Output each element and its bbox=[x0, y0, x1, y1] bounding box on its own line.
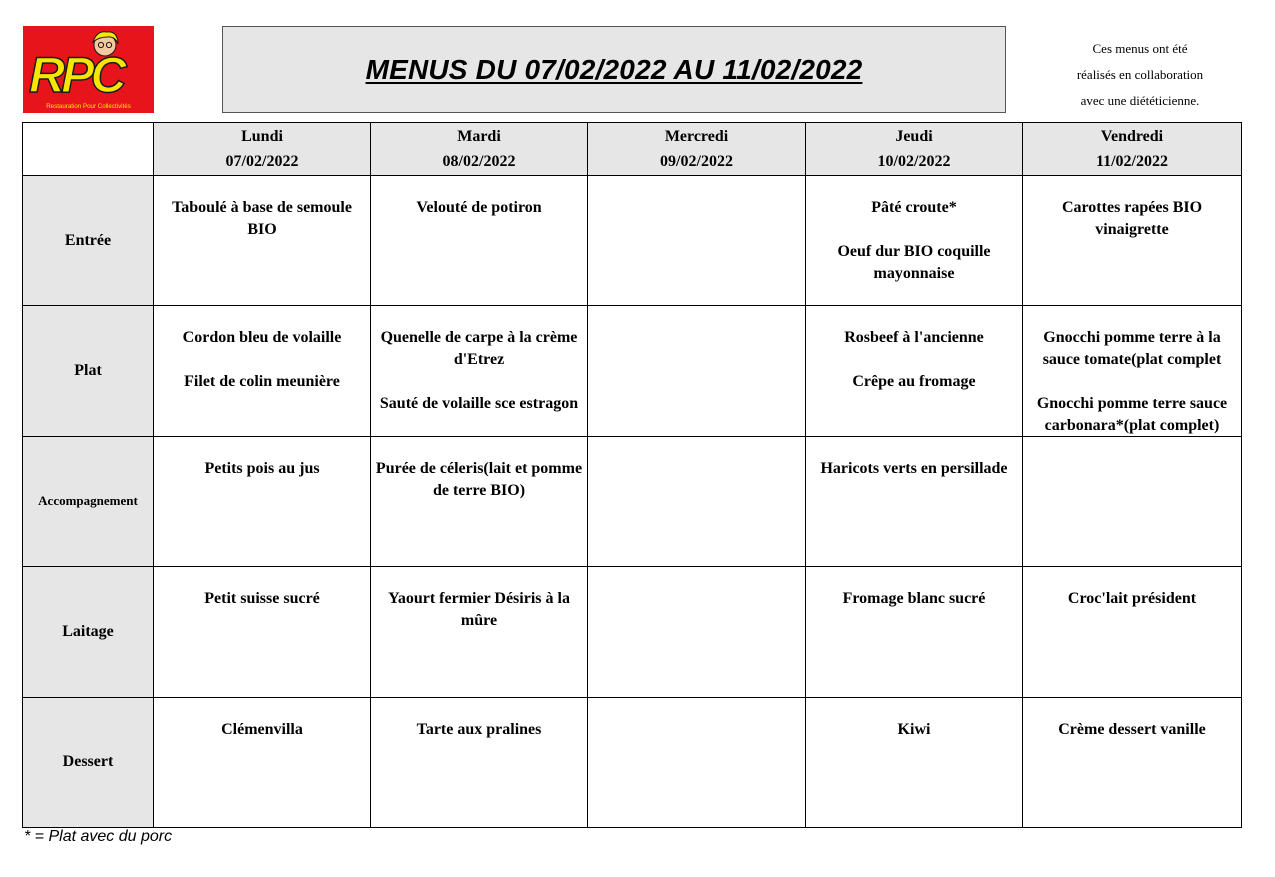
page-title: MENUS DU 07/02/2022 AU 11/02/2022 bbox=[365, 53, 863, 85]
menu-row bbox=[23, 697, 1242, 827]
footnote: * = Plat avec du porc bbox=[24, 828, 173, 845]
day-header bbox=[154, 123, 371, 176]
dietitian-note bbox=[1040, 36, 1240, 114]
menu-cell bbox=[588, 436, 806, 566]
menu-item: Rosbeef à l'ancienne bbox=[844, 329, 984, 347]
day-name: Lundi bbox=[241, 128, 283, 145]
menu-cell bbox=[806, 176, 1023, 306]
day-date: 11/02/2022 bbox=[1095, 153, 1168, 170]
menu-cell bbox=[1023, 567, 1242, 697]
day-header bbox=[588, 123, 806, 176]
header-row bbox=[23, 123, 1242, 176]
menu-item: Crème dessert vanille bbox=[1058, 720, 1206, 738]
svg-text:RPC: RPC bbox=[29, 47, 123, 103]
logo-subtitle: Restauration Pour Collectivités bbox=[46, 103, 131, 110]
menu-cell bbox=[1023, 697, 1242, 827]
menu-item: Haricots verts en persillade bbox=[820, 459, 1008, 477]
menu-cell bbox=[154, 436, 371, 566]
menu-cell bbox=[371, 697, 588, 827]
menu-row bbox=[23, 306, 1242, 436]
menu-cell bbox=[154, 176, 371, 306]
menu-cell bbox=[806, 436, 1023, 566]
menu-row bbox=[23, 567, 1242, 697]
menu-item: Gnocchi pomme terre à la sauce tomate(plat complet bbox=[1042, 329, 1222, 369]
menu-cell bbox=[371, 567, 588, 697]
note-line: Ces menus ont été bbox=[1092, 41, 1188, 56]
course-label: Accompagnement bbox=[23, 436, 154, 566]
day-date: 10/02/2022 bbox=[877, 153, 951, 170]
day-header bbox=[806, 123, 1023, 176]
rpc-logo-graphic bbox=[23, 26, 154, 113]
menu-item: Cordon bleu de volaille bbox=[182, 329, 342, 347]
menu-table bbox=[22, 122, 1242, 828]
menu-item: Quenelle de carpe à la crème d'Etrez bbox=[380, 329, 578, 369]
menu-cell bbox=[806, 697, 1023, 827]
corner-cell bbox=[23, 123, 154, 176]
menu-item: Yaourt fermier Désiris à la mûre bbox=[388, 590, 570, 630]
day-date: 07/02/2022 bbox=[225, 153, 299, 170]
menu-cell bbox=[588, 306, 806, 436]
menu-item: Croc'lait président bbox=[1067, 590, 1197, 608]
menu-item: Petits pois au jus bbox=[204, 459, 320, 477]
day-date: 09/02/2022 bbox=[660, 153, 733, 170]
course-label: Laitage bbox=[23, 567, 154, 697]
day-header bbox=[371, 123, 588, 176]
menu-cell bbox=[154, 306, 371, 436]
rpc-logo bbox=[23, 26, 154, 113]
menu-cell bbox=[806, 567, 1023, 697]
note-line: réalisés en collaboration bbox=[1076, 67, 1204, 82]
menu-cell bbox=[371, 176, 588, 306]
menu-cell bbox=[1023, 436, 1242, 566]
menu-item: Taboulé à base de semoule BIO bbox=[172, 199, 352, 238]
menu-item: Velouté de potiron bbox=[416, 199, 542, 216]
day-date: 08/02/2022 bbox=[442, 153, 516, 170]
menu-item: Gnocchi pomme terre sauce carbonara*(plat complet) bbox=[1036, 395, 1228, 435]
menu-item: Kiwi bbox=[897, 720, 931, 738]
menu-cell bbox=[154, 567, 371, 697]
day-name: Jeudi bbox=[895, 128, 933, 145]
menu-cell bbox=[588, 697, 806, 827]
title-banner bbox=[222, 26, 1006, 113]
menu-item: Carottes rapées BIO vinaigrette bbox=[1061, 199, 1203, 238]
note-line: avec une diététicienne. bbox=[1080, 93, 1200, 108]
day-name: Vendredi bbox=[1100, 128, 1164, 145]
menu-item: Crêpe au fromage bbox=[852, 373, 976, 391]
course-label: Dessert bbox=[23, 697, 154, 827]
menu-item: Clémenvilla bbox=[221, 720, 303, 738]
day-name: Mardi bbox=[457, 128, 501, 145]
day-name: Mercredi bbox=[664, 128, 729, 145]
menu-row bbox=[23, 436, 1242, 566]
menu-cell bbox=[806, 306, 1023, 436]
course-label: Plat bbox=[23, 306, 154, 436]
menu-item: Purée de céleris(lait et pomme de terre BIO) bbox=[375, 459, 583, 499]
course-label: Entrée bbox=[23, 176, 154, 306]
menu-item: Sauté de volaille sce estragon bbox=[379, 395, 579, 413]
menu-cell bbox=[371, 306, 588, 436]
menu-item: Filet de colin meunière bbox=[184, 373, 340, 391]
menu-item: Oeuf dur BIO coquille mayonnaise bbox=[837, 243, 991, 282]
menu-item: Petit suisse sucré bbox=[204, 590, 320, 608]
menu-item: Pâté croute* bbox=[871, 199, 957, 216]
menu-cell bbox=[1023, 306, 1242, 436]
menu-row bbox=[23, 176, 1242, 306]
menu-cell bbox=[588, 176, 806, 306]
menu-cell bbox=[371, 436, 588, 566]
menu-cell bbox=[1023, 176, 1242, 306]
menu-cell bbox=[588, 567, 806, 697]
day-header bbox=[1023, 123, 1242, 176]
menu-item: Tarte aux pralines bbox=[416, 720, 542, 738]
menu-item: Fromage blanc sucré bbox=[842, 590, 986, 608]
menu-cell bbox=[154, 697, 371, 827]
